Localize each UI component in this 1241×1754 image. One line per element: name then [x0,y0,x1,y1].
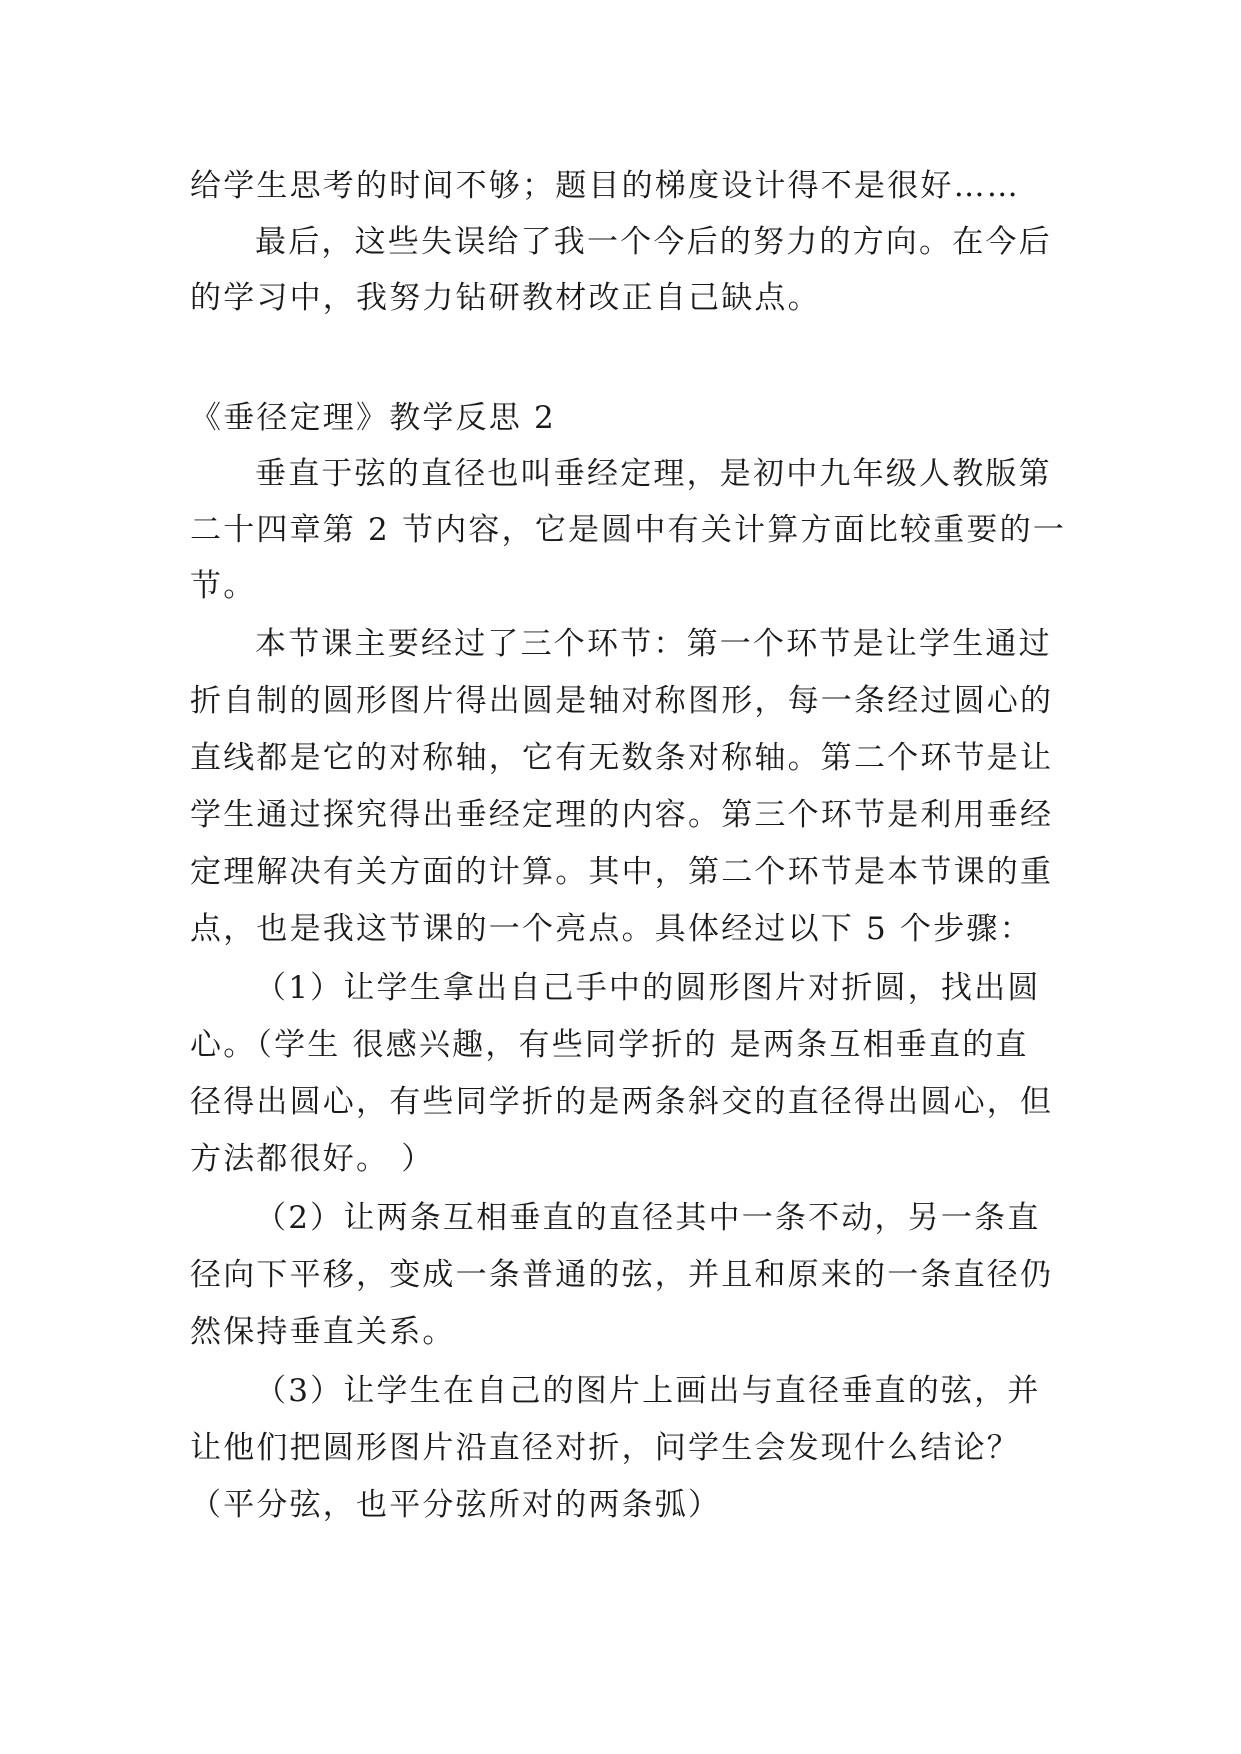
text-line: 径得出圆心，有些同学折的是两条斜交的直径得出圆心，但 [190,1084,1054,1120]
text-line: 折自制的圆形图片得出圆是轴对称图形，每一条经过圆心的 [190,683,1054,719]
paragraph-first-line: 垂直于弦的直径也叫垂经定理，是初中九年级人教版第 [255,456,1052,492]
paragraph-first-line: （2）让两条互相垂直的直径其中一条不动，另一条直 [255,1200,1041,1236]
text-line: （平分弦，也平分弦所对的两条弧） [190,1487,722,1523]
paragraph-first-line: （3）让学生在自己的图片上画出与直径垂直的弦，并 [255,1373,1041,1409]
text-line: 点，也是我这节课的一个亮点。具体经过以下 5 个步骤： [190,911,1033,947]
text-line: 然保持垂直关系。 [190,1314,456,1350]
section-title: 《垂径定理》教学反思 2 [190,400,556,436]
text-line: 定理解决有关方面的计算。其中，第二个环节是本节课的重 [190,854,1054,890]
text-line: 心。（学生 很感兴趣，有些同学折的 是两条互相垂直的直 [190,1027,1029,1063]
text-line: 二十四章第 2 节内容，它是圆中有关计算方面比较重要的一 [190,512,1067,548]
text-line: 学生通过探究得出垂经定理的内容。第三个环节是利用垂经 [190,797,1054,833]
text-line: 直线都是它的对称轴，它有无数条对称轴。第二个环节是让 [190,740,1054,776]
text-line: 节。 [190,568,257,604]
text-line: 径向下平移，变成一条普通的弦，并且和原来的一条直径仍 [190,1257,1054,1293]
paragraph-first-line: 最后，这些失误给了我一个今后的努力的方向。在今后 [255,224,1052,260]
text-line: 方法都很好。 ） [190,1141,435,1177]
paragraph-first-line: 本节课主要经过了三个环节：第一个环节是让学生通过 [255,626,1052,662]
text-line: 的学习中，我努力钻研教材改正自己缺点。 [190,280,821,316]
text-line: 让他们把圆形图片沿直径对折，问学生会发现什么结论？ [190,1430,1020,1466]
text-line: 给学生思考的时间不够；题目的梯度设计得不是很好…… [190,168,1020,204]
paragraph-first-line: （1）让学生拿出自己手中的圆形图片对折圆，找出圆 [255,970,1041,1006]
